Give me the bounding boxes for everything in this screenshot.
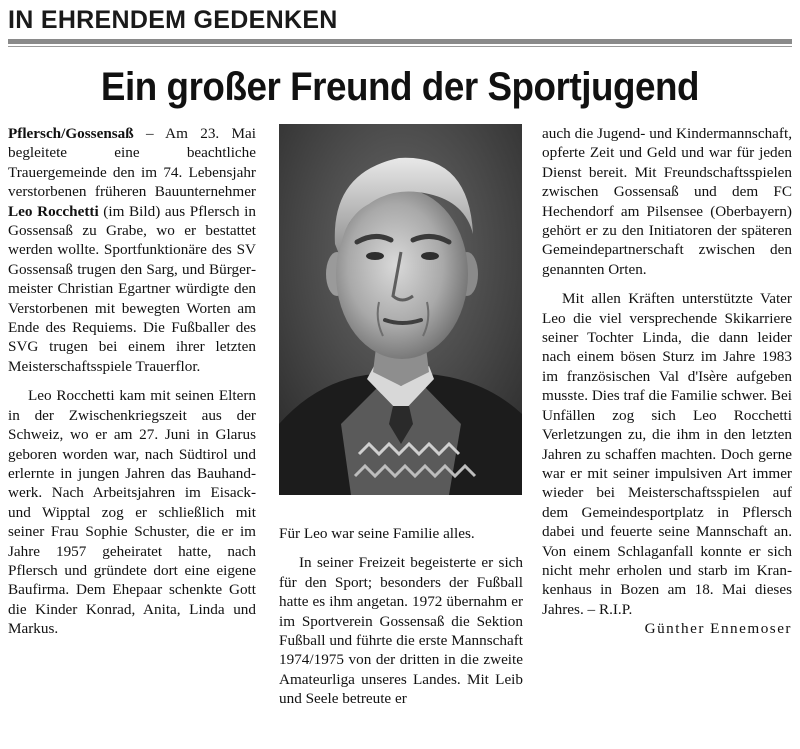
section-rule-thick — [8, 39, 792, 44]
paragraph-family: Für Leo war seine Familie alles. — [279, 525, 475, 542]
article-column-1 — [8, 124, 256, 639]
article-column-3 — [542, 124, 792, 639]
section-rule-thin — [8, 46, 792, 47]
paragraph-sport: In seiner Freizeit begeisterte er sich für den Sport; besonders der Fußball hatte es ihm angetan. 1972 übernahm er im Sportverein Gossensaß die Sektion Fußball und führte die erste Mannschaft 1974/1975 von der dritten in die zweite Amateurliga unseres Landes. Mit Leib und Seele betreute er — [279, 554, 523, 708]
paragraph-intro-text-a: – Am 23. Mai begleitete eine beachtliche Trauergemeinde den im 74. Lebensjahr verstorbenen früheren Bauunternehmer — [8, 125, 256, 201]
paragraph-youth: auch die Jugend- und Kindermannschaft, opferte Zeit und Geld und war für jeden Dienst bereit. Mit Freundschaftsspielen zwischen Gossensaß und dem FC Hechendorf am Pilsensee (Oberbayern) gehört er zu den Initiatoren der späteren Gemeindepartnerschaft zwischen den genannten Orten. — [542, 125, 792, 278]
section-label: IN EHRENDEM GEDENKEN — [8, 6, 338, 34]
paragraph-intro-text-b: (im Bild) aus Pflersch in Gossensaß zu Grabe, wo er bestattet werden wollte. Sportfunktionäre des SV Gossensaß trugen den Sarg, und Bürgermeister Christian Egartner würdigte den Verstorbenen mit bewegten Worten am Ende des Requiems. Die Fußballer des SVG trugen bei einem ihrer letzten Meisterschaftsspiele Trauerflor. — [8, 202, 256, 375]
portrait-photo — [279, 124, 522, 495]
paragraph-biography: Leo Rocchetti kam mit seinen Eltern in der Zwischenkriegszeit aus der Schweiz, wo er am 27. Juni in Glarus geboren worden war, nach Südtirol und erlernte in jungen Jahren das Bauhandwerk. Nach Arbeitsjahren im Eisack- und Wipptal zog er schließlich mit seiner Frau Sophie Schuster, die er im Jahre 1957 geheiratet hatte, nach Pflersch und gründete dort eine eigene Baufirma. Dem Ehepaar schenkte Gott die Kinder Konrad, Anita, Linda und Markus. — [8, 387, 256, 638]
paragraph-intro — [8, 124, 256, 376]
paragraph-final: Mit allen Kräften unterstützte Vater Leo die viel versprechende Skikarriere seiner Tochter Linda, die dann leider nach einem bösen Sturz im Jahre 1983 im französischen Val d'Isère aufgeben musste. Dies traf die Familie schwer. Bei Unfällen zog sich Leo Rocchetti Verletzungen zu, die ihm in den letzten Jahren zu schaffen machten. Doch gerne war er mit seiner impulsiven Art immer wieder bei Meisterschaftsspielen auf dem Gemeindesportplatz in Pflersch dabei und feuerte seine Mannschaft an. Von einem Schlaganfall konnte er sich nicht mehr erholen und starb im Krankenhaus in Bozen am 18. Mai dieses Jahres. – R.I.P. — [542, 290, 792, 618]
deceased-name: Leo Rocchetti — [8, 202, 99, 220]
author-signature: Günther Ennemoser — [644, 620, 792, 638]
article-column-2 — [279, 524, 523, 709]
dateline-place: Pflersch/Gossensaß — [8, 125, 134, 142]
headline: Ein großer Freund der Sportjugend — [100, 65, 700, 109]
